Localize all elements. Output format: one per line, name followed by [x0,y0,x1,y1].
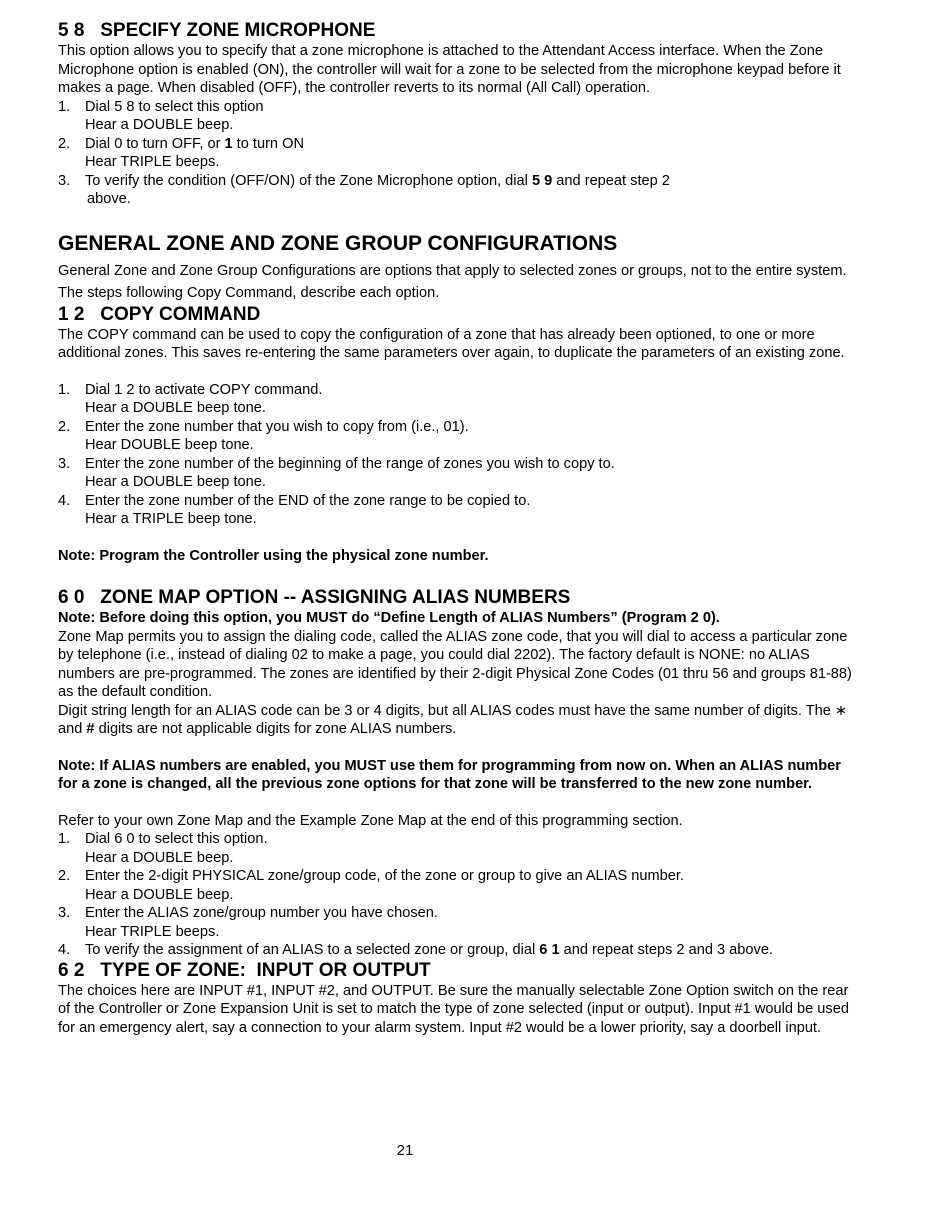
step-number: 4. [58,492,71,509]
zone-map-note-before: Note: Before doing this option, you MUST do “Define Length of ALIAS Numbers” (Program 2 0). [58,610,720,626]
step-text-a: Enter the zone number of the END of the zone range to be copied to. [85,492,531,509]
step [58,867,858,904]
manual-page [58,20,858,1037]
step-text-a: Dial 5 8 to select this option [85,98,264,115]
step-result: Hear a DOUBLE beep. [85,849,234,866]
step-text-a: Enter the zone number of the beginning of the range of zones you wish to copy to. [85,455,615,472]
zone-microphone-steps [58,98,858,209]
step-number: 2. [58,868,71,884]
zone-map-paragraph: Zone Map permits you to assign the dialing code, called the ALIAS zone code, that you will dial to access a particular zone by telephone (i.e., instead of dialing 02 to make a page, you could dial 2202). The factory default is NONE: no ALIAS numbers are pre-programmed. The zones are identified by their 2-digit Physical Zone Codes (01 thru 56 and groups 81-88) as the default condition. [58,628,852,700]
step-text-a: To verify the condition (OFF/ON) of the Zone Microphone option, dial [85,172,532,189]
alias-digit-length-paragraph [58,702,858,739]
step-text [85,492,530,529]
zone-map-steps [58,830,858,960]
step-text-bold: 5 9 [531,172,553,189]
step-text-bold: 6 1 [539,942,560,958]
step-text-a: Enter the 2-digit PHYSICAL zone/group code, of the zone or group to give an ALIAS number. [85,868,684,884]
step-text-a: Dial 6 0 to select this option. [85,831,268,847]
hash-key: # [86,721,95,737]
step-text [85,867,684,904]
heading-type-of-zone: 6 2 TYPE OF ZONE: INPUT OR OUTPUT [58,959,431,981]
copy-command-steps [58,381,858,529]
step-result: Hear DOUBLE beep tone. [85,437,254,453]
step-text [85,904,438,941]
step [58,492,858,529]
step-text [85,941,773,960]
step-result: Hear a TRIPLE beep tone. [85,511,257,527]
alias-text-a: Digit string length for an ALIAS code can be 3 or 4 digits, but all ALIAS codes must have the same number of digits. The [58,702,835,719]
step-text-a: Dial 0 to turn OFF, or [85,135,225,152]
step-result: Hear a DOUBLE beep. [85,117,234,133]
step-text [85,135,304,172]
step-text-c: and repeat step 2 [552,172,670,189]
step-result: above. [87,191,131,207]
step-text [85,830,268,867]
step-result: Hear a DOUBLE beep tone. [85,474,266,490]
zone-map-reference: Refer to your own Zone Map and the Example Zone Map at the end of this programming section. [58,812,683,829]
step-text [85,455,615,492]
copy-command-note: Note: Program the Controller using the physical zone number. [58,547,489,564]
step-text-c: to turn ON [232,135,304,152]
page-number: 21 [396,1142,414,1159]
step-number: 2. [58,135,71,152]
step-number: 3. [58,172,71,189]
heading-copy-command: 1 2 COPY COMMAND [58,303,261,325]
alias-text-b: digits are not applicable digits for zone ALIAS numbers. [94,721,457,737]
heading-general-zone-configurations: GENERAL ZONE AND ZONE GROUP CONFIGURATIONS [58,231,618,255]
step-number: 3. [58,455,71,472]
step-number: 3. [58,905,71,921]
step-result: Hear a DOUBLE beep tone. [85,400,266,416]
step-number: 1. [58,381,71,398]
step-text [85,172,670,209]
heading-zone-map-option: 6 0 ZONE MAP OPTION -- ASSIGNING ALIAS NUMBERS [58,587,571,608]
step [58,172,858,209]
step [58,941,858,960]
step-text-a: Dial 1 2 to activate COPY command. [85,381,323,398]
step [58,455,858,492]
heading-specify-zone-microphone: 5 8 SPECIFY ZONE MICROPHONE [58,20,376,41]
step-number: 1. [58,831,71,847]
step-number: 1. [58,98,71,115]
alias-text-and: and [58,721,87,737]
step-result: Hear TRIPLE beeps. [85,923,220,940]
step-text-a: To verify the assignment of an ALIAS to a selected zone or group, dial [85,942,540,958]
general-intro: General Zone and Zone Group Configurations are options that apply to selected zones or groups, not to the entire system. The steps following Copy Command, describe each option. [58,262,847,301]
step [58,830,858,867]
step-result: Hear a DOUBLE beep. [85,886,234,903]
step [58,381,858,418]
step [58,418,858,455]
step-number: 4. [58,942,71,958]
step-text [85,98,263,135]
step [58,135,858,172]
step-text-c: and repeat steps 2 and 3 above. [559,942,773,958]
step-result: Hear TRIPLE beeps. [85,154,220,170]
zone-microphone-intro: This option allows you to specify that a zone microphone is attached to the Attendant Access interface. When the Zone Microphone option is enabled (ON), the controller will wait for a zone to be selected from the microphone keypad before it makes a page. When disabled (OFF), the controller reverts to its normal (All Call) operation. [58,43,841,96]
copy-command-intro: The COPY command can be used to copy the configuration of a zone that has already been optioned, to one or more additional zones. This saves re-entering the same parameters over again, to duplicate the parameters of an existing zone. [58,326,845,361]
step-number: 2. [58,418,71,435]
step-text-a: Enter the ALIAS zone/group number you have chosen. [85,905,438,921]
step [58,98,858,135]
step-text [85,418,469,455]
type-of-zone-paragraph: The choices here are INPUT #1, INPUT #2, and OUTPUT. Be sure the manually selectable Zone Option switch on the rear of the Controller or Zone Expansion Unit is set to match the type of zone selected (input or output). Input #1 would be used for an emergency alert, say a connection to your alarm system. Input #2 would be a lower priority, say a doorbell input. [58,982,849,1036]
step [58,904,858,941]
alias-enabled-note: Note: If ALIAS numbers are enabled, you MUST use them for programming from now on. When an ALIAS number for a zone is changed, all the previous zone options for that zone will be transferred to the new zone number. [58,757,841,792]
star-key: ∗ [834,702,848,719]
step-text-a: Enter the zone number that you wish to copy from (i.e., 01). [85,418,469,435]
step-text-bold: 1 [224,135,233,152]
step-text [85,381,322,418]
